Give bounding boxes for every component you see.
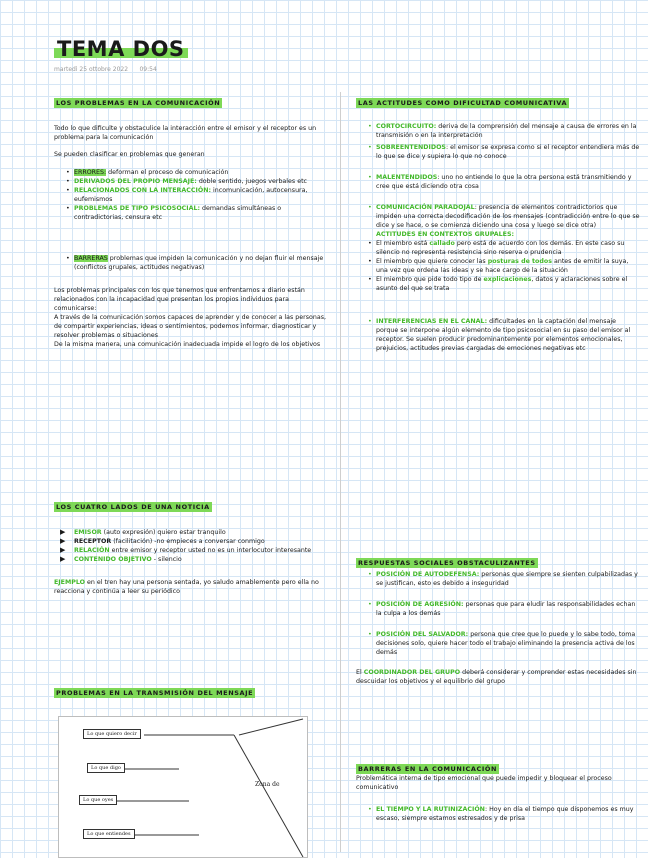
item-term: SOBREENTENDIDOS — [376, 144, 446, 151]
bullet-icon: • — [368, 144, 372, 151]
item-text: entre emisor y receptor usted no es un interlocutor interesante — [109, 547, 312, 554]
section-heading: BARRERAS EN LA COMUNICACIÓN — [358, 765, 498, 773]
item-text: personas que para eludir las responsabilidades echan la culpa a los demás — [376, 601, 636, 617]
item-text: : uno no entiende lo que la otra persona está transmitiendo y cree que está diciendo otra cosa — [376, 174, 632, 190]
coordinador-text — [356, 668, 640, 686]
item-pre: El miembro está — [376, 240, 430, 247]
item-text: personas que siempre se sienten culpabilizadas y se justifican, esto es debido a inseguridad — [376, 571, 638, 587]
intro-text: Todo lo que dificulte y obstaculice la interacción entre el emisor y el receptor es un problema para la comunicación — [54, 125, 317, 141]
diagram-zone-label: Zona de — [255, 781, 280, 788]
bullet-icon: • — [368, 318, 372, 325]
date-text: martedì 25 ottobre 2022 — [54, 66, 129, 73]
bullet-icon: • — [66, 187, 70, 194]
item-term: callado — [429, 240, 455, 247]
item-term: CONTENIDO OBJETIVO — [74, 556, 152, 563]
lados-list — [54, 528, 326, 564]
time-text: 09:54 — [139, 66, 157, 73]
list-item — [54, 528, 326, 537]
ejemplo-text — [54, 578, 326, 596]
list-item — [356, 173, 640, 191]
list-item — [54, 555, 326, 564]
list-item — [356, 317, 640, 353]
item-term: RECEPTOR — [74, 538, 112, 545]
item-term: POSICIÓN DE AGRESIÓN: — [376, 601, 464, 608]
item-term: RELACIÓN — [74, 547, 110, 554]
bullet-icon: • — [368, 276, 372, 283]
item-term: PROBLEMAS DE TIPO PSICOSOCIAL: — [74, 205, 201, 212]
section-actitudes — [356, 98, 640, 353]
list-item — [54, 546, 326, 555]
diagram-line — [234, 735, 303, 857]
coord-term: COORDINADOR DEL GRUPO — [363, 669, 461, 676]
item-text: doble sentido, juegos verbales etc — [196, 178, 308, 185]
item-term: EL TIEMPO Y LA RUTINIZACIÓN — [376, 806, 485, 813]
item-term: MALENTENDIDOS — [376, 174, 438, 181]
paragraph: Los problemas principales con los que tenemos que enfrentarnos a diario están relacionados con la incapacidad que presentan los propios individuos para comunicarse: — [54, 287, 305, 312]
interferencias-list — [356, 317, 640, 353]
list-item — [54, 537, 326, 546]
item-post: , datos y aclaraciones sobre el asunto del que se trata — [376, 276, 628, 292]
section-heading: RESPUESTAS SOCIALES OBSTACULIZANTES — [358, 559, 536, 567]
item-text: - silencio — [151, 556, 182, 563]
bullet-icon: • — [368, 204, 372, 211]
grupales-list — [356, 239, 640, 293]
classify-text: Se pueden clasificar en problemas que generan — [54, 151, 205, 158]
list-item — [54, 254, 326, 272]
triangle-bullet-icon: ▶ — [60, 546, 66, 554]
item-term: POSICIÓN DEL SALVADOR: — [376, 631, 469, 638]
section-heading: LOS PROBLEMAS EN LA COMUNICACIÓN — [56, 99, 221, 107]
item-post: pero está de acuerdo con los demás. En este caso su silencio no representa resistencia sino reserva o prudencia — [376, 240, 625, 256]
diagram-box: Lo que quiero decir — [83, 729, 141, 739]
list-item — [356, 257, 640, 275]
coord-pre: El — [356, 669, 364, 676]
list-item — [54, 204, 326, 222]
item-term: posturas de todos — [487, 258, 552, 265]
diagram-box: Lo que digo — [87, 763, 125, 773]
bullet-icon: • — [66, 178, 70, 185]
column-divider — [340, 92, 341, 852]
list-item — [356, 203, 640, 230]
section-barreras — [356, 764, 640, 823]
item-text: deriva de la comprensión del mensaje a causa de errores en la transmisión o en la interpretación — [376, 123, 637, 139]
bullet-icon: • — [368, 174, 372, 181]
bullet-icon: • — [66, 205, 70, 212]
item-term: POSICIÓN DE AUTODEFENSA: — [376, 571, 480, 578]
item-term: EMISOR — [74, 529, 102, 536]
section-heading: LOS CUATRO LADOS DE UNA NOTICIA — [56, 503, 210, 511]
list-item — [356, 805, 640, 823]
item-term: CORTOCIRCUITO: — [376, 123, 437, 130]
bullet-icon: • — [368, 631, 372, 638]
item-term: ERRORES: — [74, 169, 107, 176]
section-respuestas — [356, 558, 640, 686]
item-pre: El miembro que pide todo tipo de — [376, 276, 484, 283]
list-item — [356, 570, 640, 588]
item-term: RELACIONADOS CON LA INTERACCIÓN: — [74, 187, 211, 194]
bullet-icon: • — [368, 258, 372, 265]
sub-heading: ACTITUDES EN CONTEXTOS GRUPALES: — [376, 231, 515, 238]
bullet-icon: • — [368, 601, 372, 608]
section-heading: PROBLEMAS EN LA TRANSMISIÓN DEL MENSAJE — [56, 689, 254, 697]
triangle-bullet-icon: ▶ — [60, 537, 66, 545]
ejemplo-term: EJEMPLO — [54, 579, 85, 586]
list-item — [356, 239, 640, 257]
section-problemas — [54, 98, 326, 349]
coord-body: deberá considerar y comprender estas necesidades sin descuidar los objetivos y el equilibrio del grupo — [356, 669, 637, 685]
list-item — [54, 177, 326, 186]
ejemplo-body: en el tren hay una persona sentada, yo saludo amablemente pero ella no reacciona y continúa a leer su periódico — [54, 579, 319, 595]
item-text: dificultades en la captación del mensaje porque se interpone algún elemento de tipo psicosocial en su paso del emisor al receptor. Se suelen producir predominantemente por elementos emocionales, prejuicios, actitudes previas cargadas de emociones negativas etc — [376, 318, 631, 352]
respuestas-list — [356, 570, 640, 657]
transmission-diagram — [58, 716, 308, 858]
bullet-icon: • — [368, 123, 372, 130]
item-text: : Hoy en día el tiempo que disponemos es muy escaso, siempre estamos estresados y de prisa — [376, 806, 634, 822]
list-item — [54, 186, 326, 204]
paragraph: A través de la comunicación somos capaces de aprender y de conocer a las personas, de compartir experiencias, ideas o sentimientos, podemos informar, diagnosticar y resolver problemas o situaciones — [54, 314, 327, 339]
section-transmision — [54, 688, 326, 698]
item-text: (facilitación) -no empieces a conversar conmigo — [111, 538, 265, 545]
list-item — [356, 275, 640, 293]
list-item — [54, 168, 326, 177]
triangle-bullet-icon: ▶ — [60, 555, 66, 563]
list-item — [356, 122, 640, 140]
barreras-items — [356, 805, 640, 823]
list-item — [356, 600, 640, 618]
bullet-icon: • — [368, 240, 372, 247]
item-term: explicaciones — [483, 276, 532, 283]
item-term: COMUNICACIÓN PARADOJAL — [376, 204, 475, 211]
item-text: (auto expresión) quiero estar tranquilo — [101, 529, 226, 536]
bullet-icon: • — [66, 255, 70, 262]
paragraph: De la misma manera, una comunicación inadecuada impide el logro de los objetivos — [54, 341, 321, 348]
item-pre: El miembro que quiere conocer las — [376, 258, 488, 265]
diagram-box: Lo que oyes — [79, 795, 117, 805]
actitudes-list — [356, 122, 640, 230]
item-term: BARRERAS — [74, 255, 108, 262]
item-term: INTERFERENCIAS EN EL CANAL: — [376, 318, 488, 325]
bullet-icon: • — [66, 169, 70, 176]
item-text: persona que cree que lo puede y lo sabe todo, toma decisiones solo, quiere hacer todo el trabajo eliminando la presencia activa de los demás — [376, 631, 636, 656]
problem-list — [54, 168, 326, 222]
diagram-line — [239, 719, 303, 735]
bullet-icon: • — [368, 806, 372, 813]
item-text: : el emisor se expresa como si el receptor entendiera más de lo que se dice y supiera lo que no conoce — [376, 144, 640, 160]
item-text: incomunicación, autocensura, eufemismos — [74, 187, 308, 203]
triangle-bullet-icon: ▶ — [60, 528, 66, 536]
bullet-icon: • — [368, 571, 372, 578]
section-cuatro-lados — [54, 502, 326, 596]
item-term: DERIVADOS DEL PROPIO MENSAJE: — [74, 178, 197, 185]
diagram-box: Lo que entiendes — [83, 829, 135, 839]
item-post: antes de emitir la suya, una vez que ordena las ideas y se hace cargo de la situación — [376, 258, 629, 274]
item-text: : presencia de elementos contradictorios que impiden una correcta decodificación de los mensajes (contradicción entre lo que se dice y se hace, o se comienza diciendo una cosa y luego se dice otra) — [376, 204, 640, 229]
barreras-list — [54, 254, 326, 272]
item-text: problemas que impiden la comunicación y no dejan fluir el mensaje (conflictos grupales, actitudes negativas) — [74, 255, 324, 271]
section-heading: LAS ACTITUDES COMO DIFICULTAD COMUNICATIVA — [358, 99, 568, 107]
list-item — [356, 143, 640, 161]
item-text: deforman el proceso de comunicación — [106, 169, 229, 176]
intro-text: Problemática interna de tipo emocional que puede impedir y bloquear el proceso comunicativo — [356, 775, 612, 791]
item-text: demandas simultáneas o contradictorias, censura etc — [74, 205, 282, 221]
page-title: TEMA DOS — [54, 38, 188, 60]
list-item — [356, 630, 640, 657]
page-date — [54, 66, 157, 73]
